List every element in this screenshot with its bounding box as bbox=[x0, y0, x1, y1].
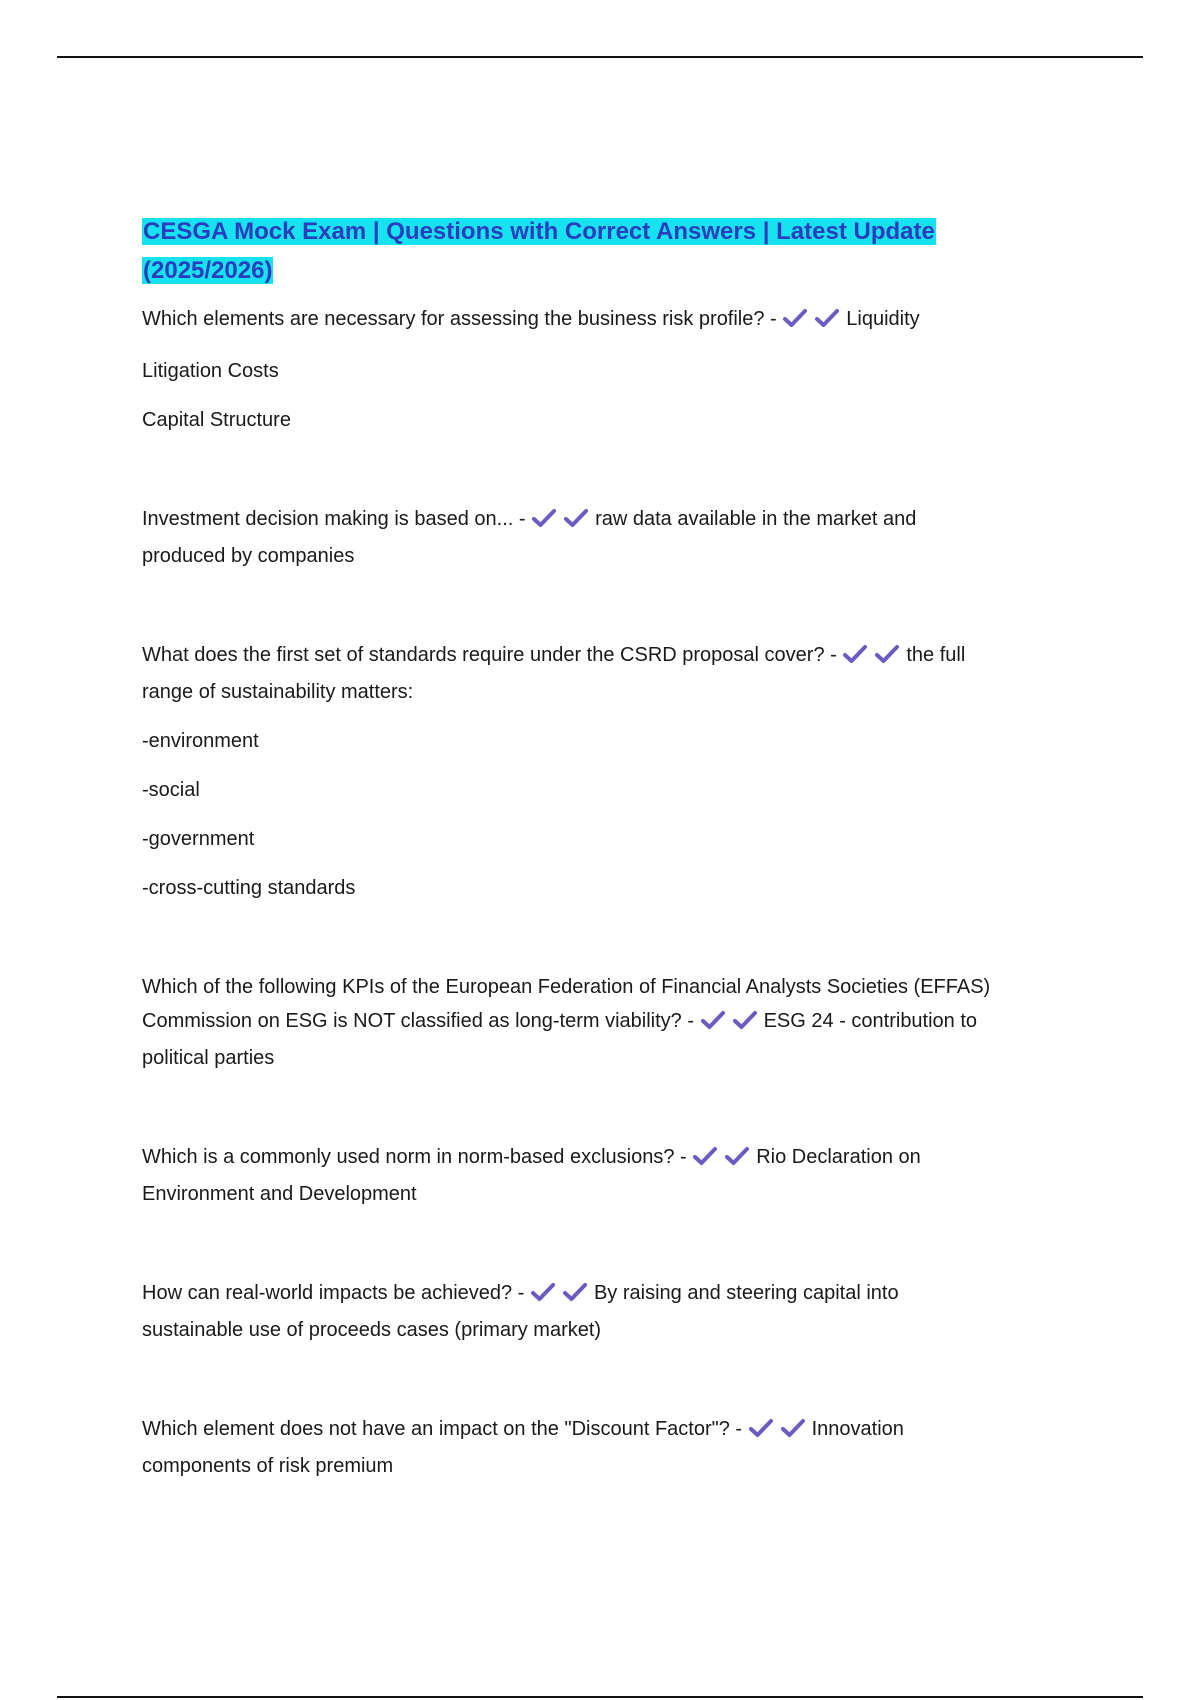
double-check-icon bbox=[782, 305, 846, 339]
check-icon bbox=[874, 644, 900, 664]
separator: - bbox=[674, 1146, 693, 1168]
answer-text-line-2: sustainable use of proceeds cases (primary market) bbox=[142, 1319, 602, 1341]
qa-item-7 bbox=[142, 1412, 1062, 1483]
answer-text: By raising and steering capital into bbox=[593, 1282, 899, 1304]
check-icon bbox=[842, 644, 868, 664]
answer-extra-line: -social bbox=[142, 779, 200, 801]
check-icon bbox=[732, 1010, 758, 1030]
question-text: Which element does not have an impact on the "Discount Factor"? bbox=[142, 1418, 730, 1440]
answer-extra-line: -cross-cutting standards bbox=[142, 877, 356, 899]
check-icon bbox=[780, 1418, 806, 1438]
check-icon bbox=[692, 1146, 718, 1166]
check-icon bbox=[530, 1282, 556, 1302]
double-check-icon bbox=[530, 1279, 594, 1313]
answer-text: raw data available in the market and bbox=[595, 508, 917, 530]
check-icon bbox=[563, 508, 589, 528]
question-text: How can real-world impacts be achieved? bbox=[142, 1282, 513, 1304]
check-icon bbox=[724, 1146, 750, 1166]
double-check-icon bbox=[692, 1143, 756, 1177]
answer-text-line-2: political parties bbox=[142, 1047, 275, 1069]
check-icon bbox=[562, 1282, 588, 1302]
bottom-rule bbox=[57, 1696, 1143, 1698]
title-line-1: CESGA Mock Exam | Questions with Correct Answers | Latest Update bbox=[143, 218, 935, 245]
double-check-icon bbox=[531, 505, 595, 539]
separator: - bbox=[824, 644, 843, 666]
answer-text: Rio Declaration on bbox=[756, 1146, 921, 1168]
double-check-icon bbox=[700, 1007, 764, 1041]
question-text: What does the first set of standards require under the CSRD proposal cover? bbox=[142, 644, 825, 666]
qa-item-5 bbox=[142, 1140, 1062, 1211]
answer-text: Liquidity bbox=[846, 308, 920, 330]
question-text: Which is a commonly used norm in norm-based exclusions? bbox=[142, 1146, 675, 1168]
qa-item-1 bbox=[142, 302, 1062, 437]
separator: - bbox=[764, 308, 783, 330]
document-title bbox=[142, 212, 1062, 290]
qa-item-2 bbox=[142, 502, 1062, 573]
title-line-2: (2025/2026) bbox=[143, 257, 273, 284]
answer-text: the full bbox=[906, 644, 966, 666]
separator: - bbox=[681, 1010, 700, 1032]
answer-extra-line: Litigation Costs bbox=[142, 360, 279, 382]
double-check-icon bbox=[842, 641, 906, 675]
answer-text-line-2: Environment and Development bbox=[142, 1183, 417, 1205]
answer-extra-line: -government bbox=[142, 828, 255, 850]
answer-extra-line: Capital Structure bbox=[142, 409, 291, 431]
top-rule bbox=[57, 56, 1143, 58]
check-icon bbox=[782, 308, 808, 328]
check-icon bbox=[700, 1010, 726, 1030]
answer-text: ESG 24 - contribution to bbox=[763, 1010, 978, 1032]
document-body bbox=[142, 212, 1062, 1498]
question-text: Which elements are necessary for assessing the business risk profile? bbox=[142, 308, 765, 330]
question-text-line-1: Which of the following KPIs of the European Federation of Financial Analysts Societies (EFFAS) bbox=[142, 976, 991, 998]
check-icon bbox=[814, 308, 840, 328]
check-icon bbox=[531, 508, 557, 528]
separator: - bbox=[513, 508, 532, 530]
question-text: Commission on ESG is NOT classified as long-term viability? bbox=[142, 1010, 682, 1032]
answer-text-line-2: components of risk premium bbox=[142, 1455, 394, 1477]
answer-extra-line: -environment bbox=[142, 730, 259, 752]
qa-item-3 bbox=[142, 638, 1062, 905]
qa-item-6 bbox=[142, 1276, 1062, 1347]
answer-text: Innovation bbox=[811, 1418, 904, 1440]
answer-text-line-2: produced by companies bbox=[142, 545, 355, 567]
answer-text-line-2: range of sustainability matters: bbox=[142, 681, 414, 703]
separator: - bbox=[512, 1282, 530, 1304]
separator: - bbox=[729, 1418, 748, 1440]
qa-item-4 bbox=[142, 970, 1062, 1075]
check-icon bbox=[748, 1418, 774, 1438]
double-check-icon bbox=[748, 1415, 812, 1449]
question-text: Investment decision making is based on... bbox=[142, 508, 514, 530]
